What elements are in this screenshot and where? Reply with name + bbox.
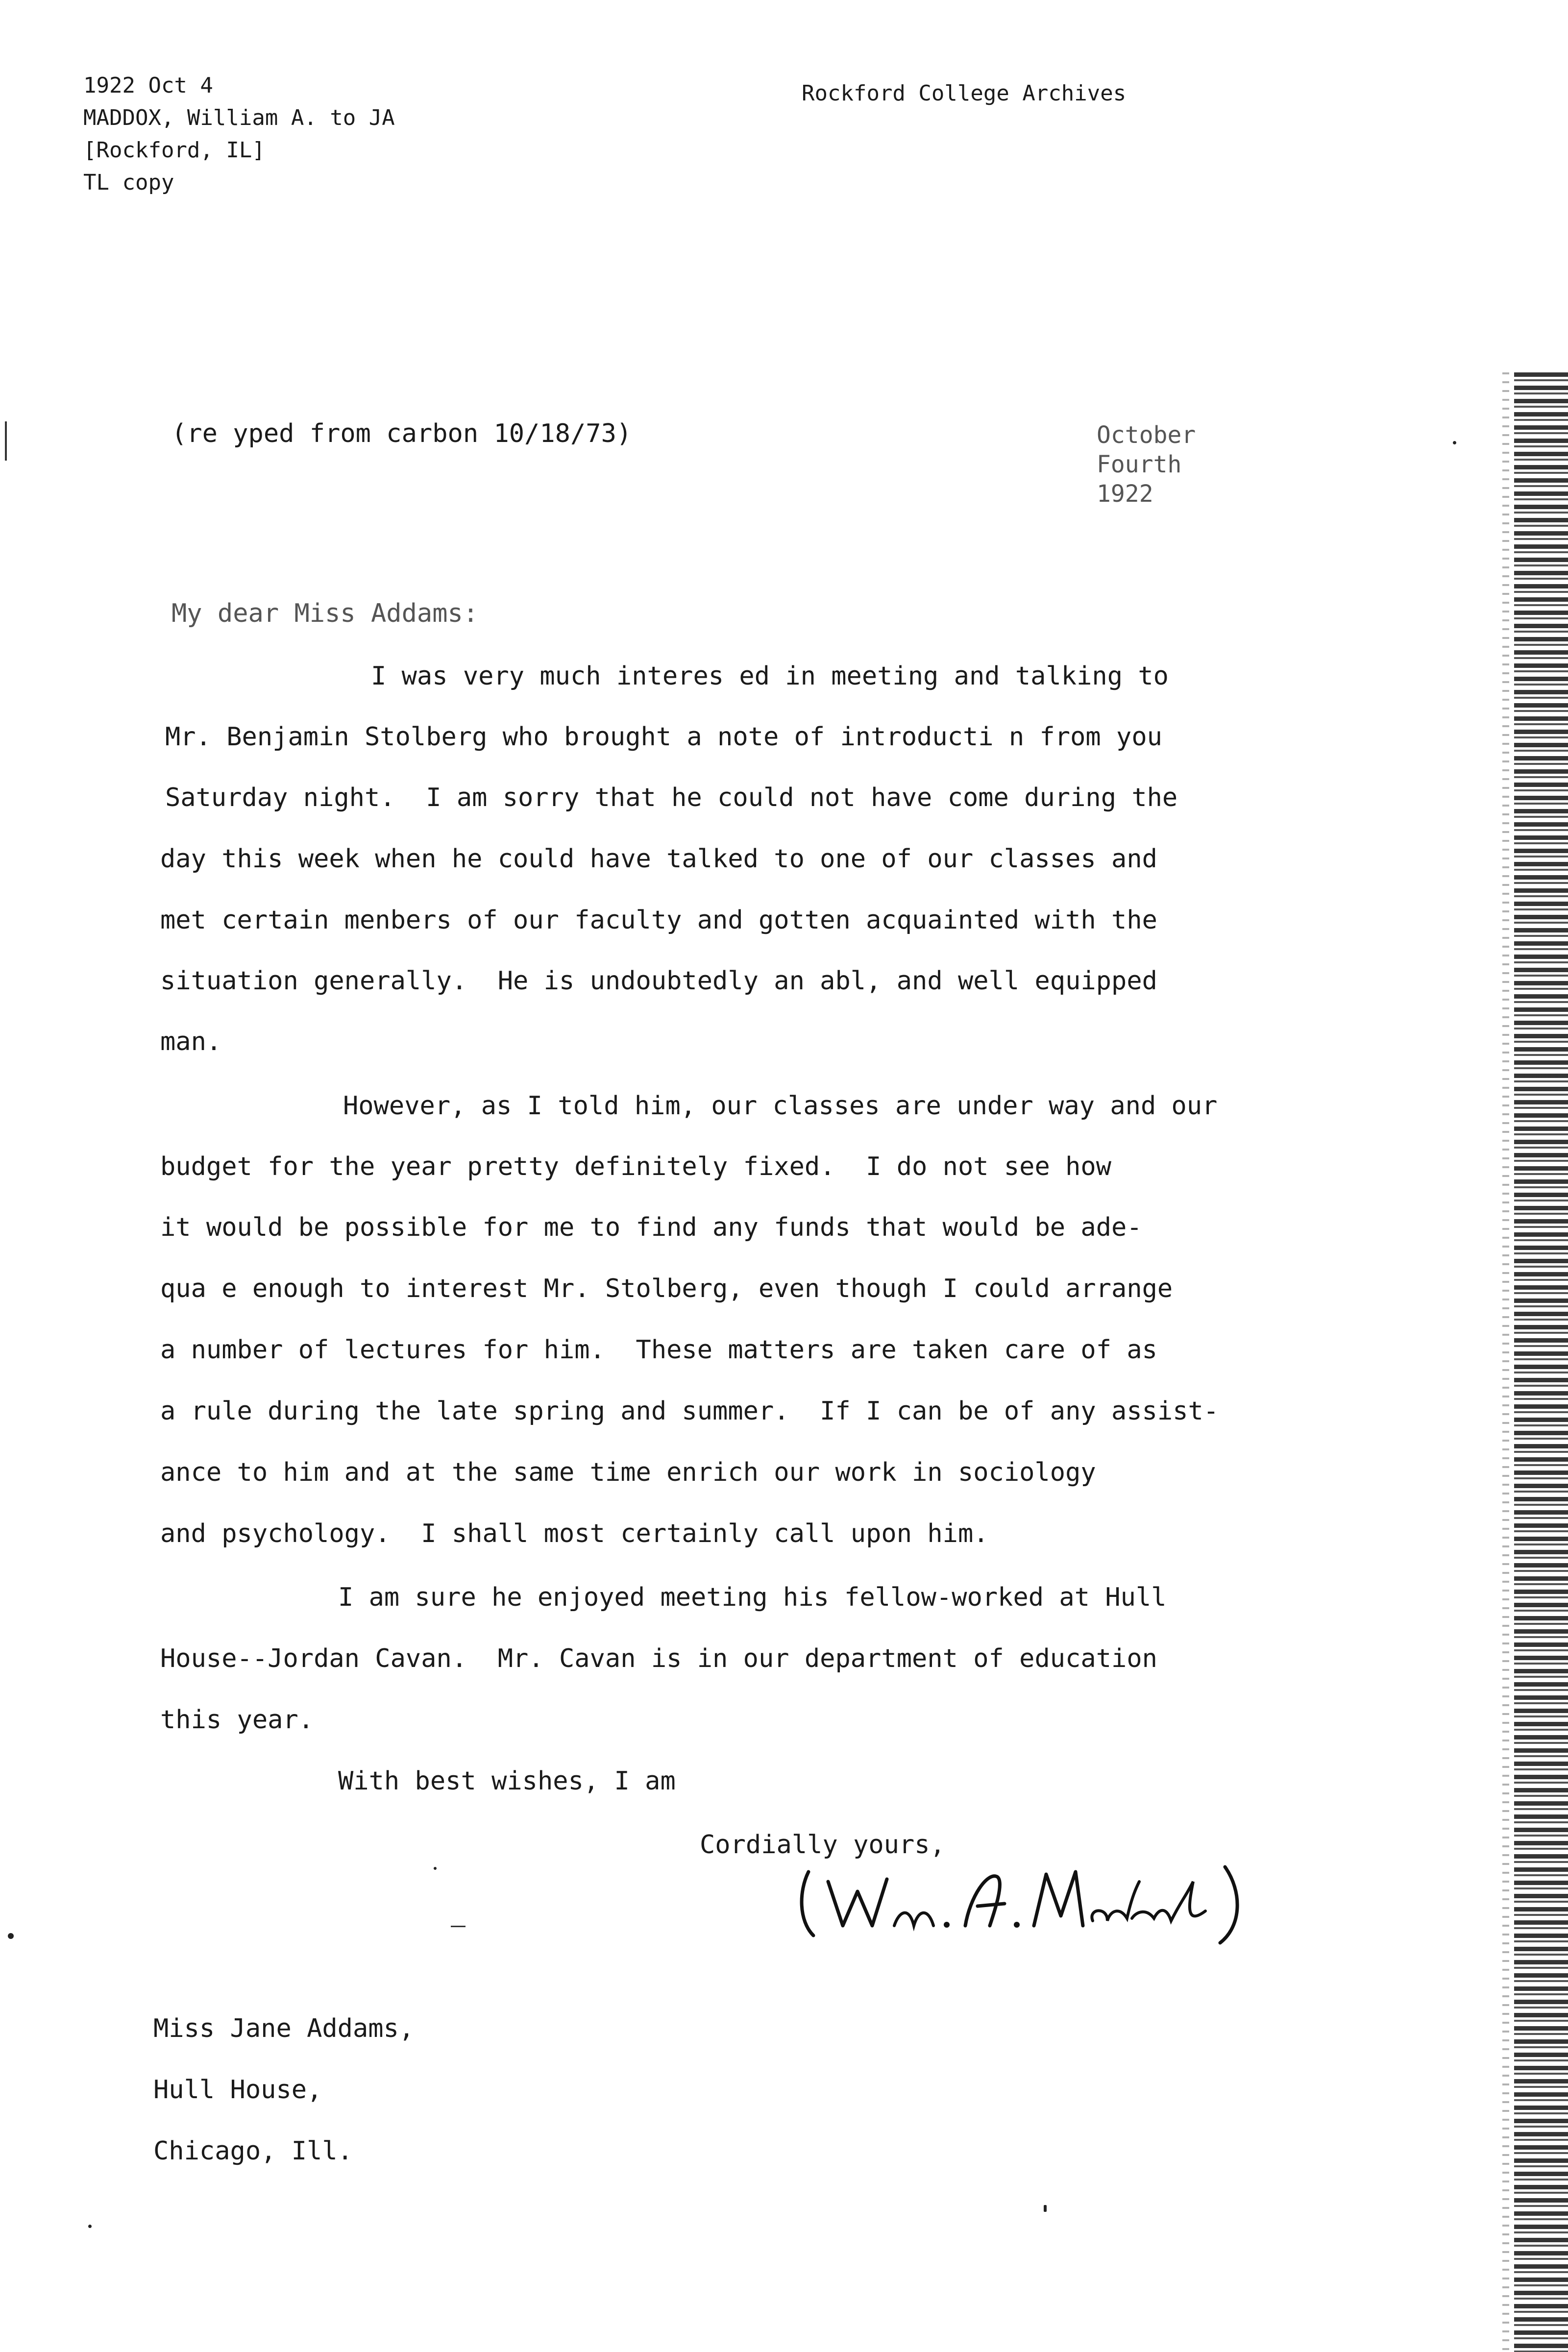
body-line: I am sure he enjoyed meeting his fellow-worked at Hull xyxy=(338,1583,1167,1612)
archive-date: 1922 Oct 4 xyxy=(83,73,213,98)
stray-dot xyxy=(8,1933,14,1939)
body-line: budget for the year pretty definitely fixed. I do not see how xyxy=(160,1152,1112,1181)
archive-copy-type: TL copy xyxy=(83,170,174,195)
letter-date-month: October xyxy=(1097,421,1196,449)
body-line: it would be possible for me to find any funds that would be ade- xyxy=(160,1213,1142,1242)
body-line: a rule during the late spring and summer. If I can be of any assist- xyxy=(160,1396,1219,1426)
body-line: qua e enough to interest Mr. Stolberg, even though I could arrange xyxy=(160,1274,1173,1303)
body-line: House--Jordan Cavan. Mr. Cavan is in our department of education xyxy=(160,1644,1157,1673)
archive-correspondents: MADDOX, William A. to JA xyxy=(83,105,395,130)
body-line: and psychology. I shall most certainly call upon him. xyxy=(160,1519,989,1548)
letter-date-year: 1922 xyxy=(1097,480,1153,508)
left-margin-mark xyxy=(5,421,7,461)
body-line: Mr. Benjamin Stolberg who brought a note of introducti n from you xyxy=(165,722,1162,752)
retype-note: (re yped from carbon 10/18/73) xyxy=(172,419,632,448)
letter-date-day: Fourth xyxy=(1097,451,1182,478)
address-city: Chicago, Ill. xyxy=(153,2136,353,2166)
body-line: met certain menbers of our faculty and gotten acquainted with the xyxy=(160,906,1157,935)
body-line: situation generally. He is undoubtedly an abl, and well equipped xyxy=(160,966,1157,996)
stray-mark xyxy=(451,1926,466,1927)
salutation: My dear Miss Addams: xyxy=(172,599,479,628)
signature-image xyxy=(794,1852,1250,1955)
stray-dot xyxy=(1044,2205,1047,2212)
body-line: I was very much interes ed in meeting and talking to xyxy=(371,662,1169,691)
scan-edge-noise xyxy=(1514,372,1568,2352)
address-institution: Hull House, xyxy=(153,2075,322,2105)
body-line: With best wishes, I am xyxy=(338,1766,676,1796)
closing: Cordially yours, xyxy=(700,1830,945,1860)
stray-dot xyxy=(1453,441,1456,444)
body-line: Saturday night. I am sorry that he could not have come during the xyxy=(165,783,1178,812)
address-name: Miss Jane Addams, xyxy=(153,2014,415,2043)
body-line: a number of lectures for him. These matters are taken care of as xyxy=(160,1335,1157,1365)
body-line: man. xyxy=(160,1027,222,1056)
body-line: ance to him and at the same time enrich our work in sociology xyxy=(160,1458,1096,1487)
body-line: day this week when he could have talked to one of our classes and xyxy=(160,844,1157,874)
stray-dot xyxy=(88,2225,92,2228)
body-line: this year. xyxy=(160,1705,314,1735)
scan-edge-noise-thin xyxy=(1502,372,1509,2352)
archive-place: [Rockford, IL] xyxy=(83,138,265,163)
archive-source: Rockford College Archives xyxy=(802,81,1127,106)
body-line: However, as I told him, our classes are under way and our xyxy=(343,1091,1218,1121)
stray-dot xyxy=(434,1867,437,1870)
